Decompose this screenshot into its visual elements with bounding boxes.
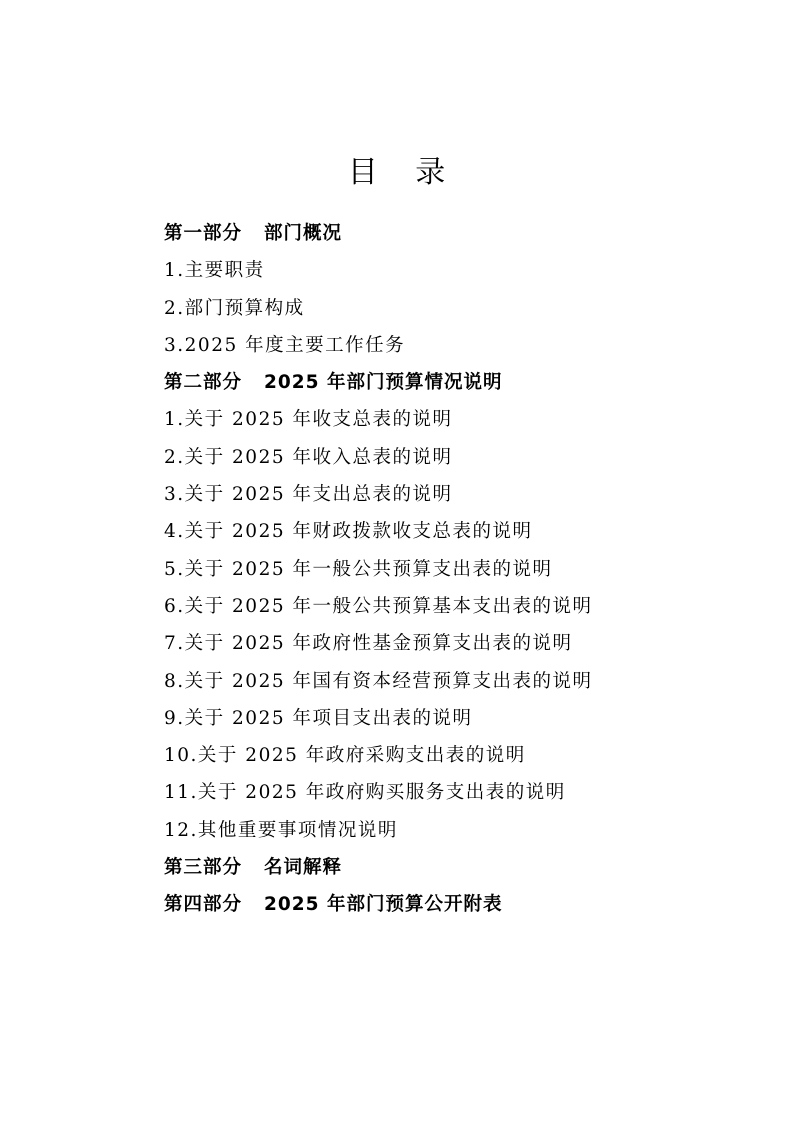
part-title: 2025 年部门预算情况说明	[264, 372, 503, 394]
toc-part-1	[164, 215, 724, 252]
part-title: 名词解释	[264, 857, 343, 879]
toc-item: 1.主要职责	[164, 260, 265, 282]
toc-item: 3.2025 年度主要工作任务	[164, 334, 406, 356]
part-number: 第三部分	[164, 857, 243, 879]
part-number: 第四部分	[164, 894, 243, 916]
toc-item: 3.关于 2025 年支出总表的说明	[164, 484, 453, 506]
toc-item: 2.部门预算构成	[164, 297, 305, 319]
toc-item: 4.关于 2025 年财政拨款收支总表的说明	[164, 521, 533, 543]
toc-item: 11.关于 2025 年政府购买服务支出表的说明	[164, 782, 566, 804]
toc-item: 12.其他重要事项情况说明	[164, 819, 398, 841]
part-number: 第二部分	[164, 372, 243, 394]
toc-item: 6.关于 2025 年一般公共预算基本支出表的说明	[164, 595, 593, 617]
toc-item: 10.关于 2025 年政府采购支出表的说明	[164, 745, 526, 767]
toc-item: 2.关于 2025 年收入总表的说明	[164, 446, 453, 468]
toc-item: 5.关于 2025 年一般公共预算支出表的说明	[164, 558, 553, 580]
part-title: 部门概况	[264, 223, 343, 244]
toc-part-3	[164, 849, 724, 886]
toc-part-2	[164, 364, 724, 401]
toc-part-4	[164, 886, 724, 923]
part-number: 第一部分	[164, 223, 243, 244]
toc-item: 9.关于 2025 年项目支出表的说明	[164, 707, 473, 729]
part-title: 2025 年部门预算公开附表	[264, 894, 503, 916]
toc-title: 目 录	[347, 155, 460, 190]
toc-item: 8.关于 2025 年国有资本经营预算支出表的说明	[164, 670, 593, 692]
toc-item: 1.关于 2025 年收支总表的说明	[164, 409, 453, 431]
toc-item: 7.关于 2025 年政府性基金预算支出表的说明	[164, 633, 573, 655]
toc-list	[164, 215, 724, 924]
